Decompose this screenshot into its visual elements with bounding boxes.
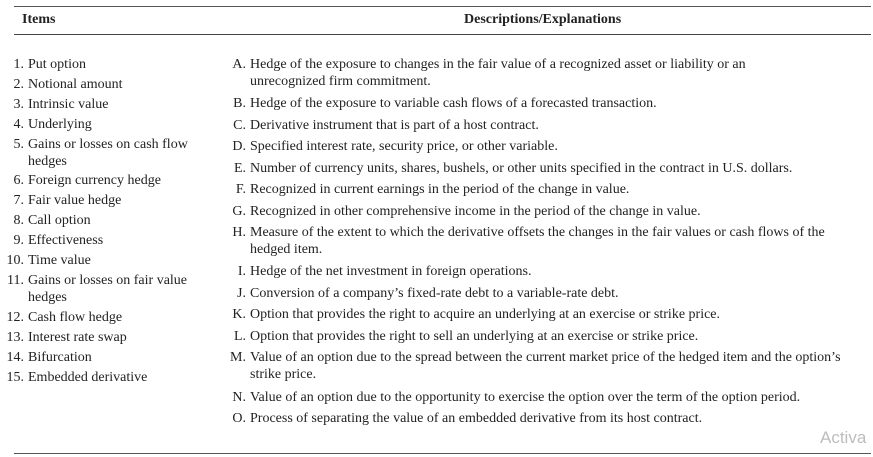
descriptions-column-header: Descriptions/Explanations (464, 12, 622, 27)
items-column-header: Items (22, 12, 56, 27)
top-rule (14, 6, 871, 7)
activation-watermark: Activa (820, 428, 867, 447)
bottom-rule (14, 453, 871, 454)
header-rule (14, 34, 871, 35)
